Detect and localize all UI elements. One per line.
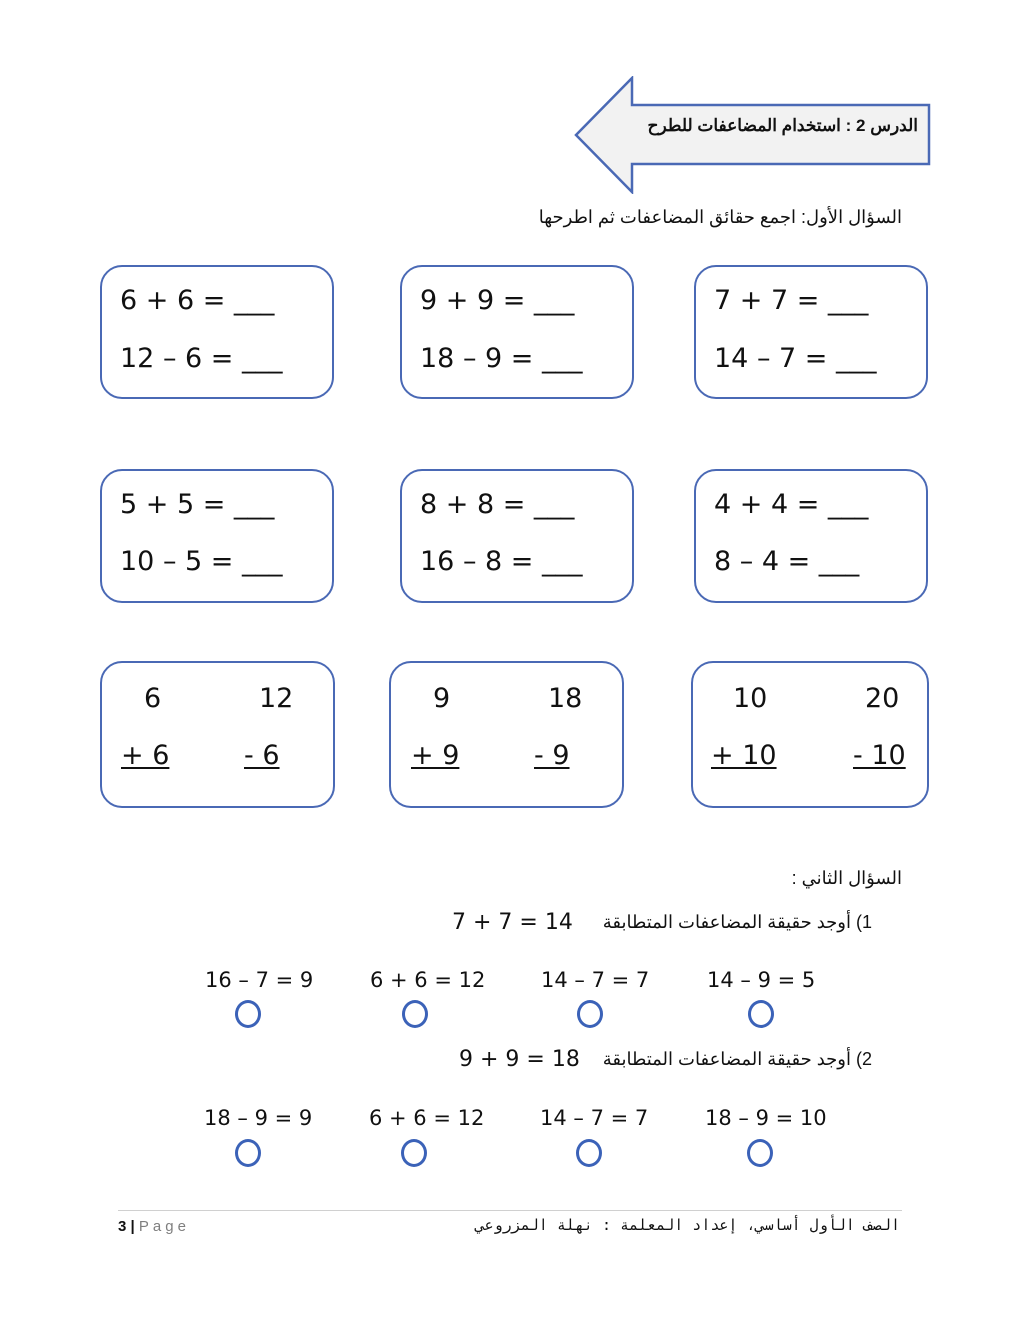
addend: 10 (733, 683, 768, 714)
question2-title: السؤال الثاني : (791, 868, 902, 888)
addend-line: + 9 (411, 740, 460, 771)
addition-fact: 4 + 4 = ___ (714, 489, 869, 520)
choice-text: 16 – 7 = 9 (205, 968, 314, 992)
subtraction-fact: 8 – 4 = ___ (714, 546, 860, 577)
answer-circle[interactable] (235, 1139, 261, 1167)
addition-fact: 5 + 5 = ___ (120, 489, 275, 520)
question1-title: السؤال الأول: اجمع حقائق المضاعفات ثم اطرحها (538, 207, 902, 227)
page-separator: | (130, 1218, 135, 1235)
addend: 9 (433, 683, 451, 714)
vertical-fact-box (389, 661, 624, 808)
subtrahend-line: - 9 (534, 740, 570, 771)
subtraction-fact: 12 – 6 = ___ (120, 343, 283, 374)
fact-box (100, 469, 334, 603)
subtraction-fact: 16 – 8 = ___ (420, 546, 583, 577)
fact-box (694, 469, 928, 603)
fact-box (400, 265, 634, 399)
page-number-footer (118, 1218, 190, 1235)
choice-text: 14 – 9 = 5 (707, 968, 816, 992)
addend-line: + 10 (711, 740, 777, 771)
target-fact: 9 + 9 = 18 (459, 1047, 580, 1072)
vertical-fact-box (691, 661, 929, 808)
subtraction-fact: 14 – 7 = ___ (714, 343, 877, 374)
answer-circle[interactable] (577, 1000, 603, 1028)
target-fact: 7 + 7 = 14 (452, 910, 573, 935)
page-word: Page (138, 1218, 190, 1235)
addend-line: + 6 (121, 740, 170, 771)
addition-fact: 7 + 7 = ___ (714, 285, 869, 316)
answer-circle[interactable] (235, 1000, 261, 1028)
choice-text: 18 – 9 = 10 (705, 1106, 827, 1130)
subtrahend-line: - 10 (853, 740, 906, 771)
page-number: 3 (118, 1218, 127, 1235)
answer-circle[interactable] (576, 1139, 602, 1167)
subtraction-fact: 10 – 5 = ___ (120, 546, 283, 577)
answer-circle[interactable] (402, 1000, 428, 1028)
item-prompt: 2) أوجد حقيقة المضاعفات المتطابقة (602, 1049, 872, 1069)
choice-text: 14 – 7 = 7 (541, 968, 650, 992)
minuend: 20 (865, 683, 900, 714)
addend: 6 (144, 683, 162, 714)
answer-circle[interactable] (747, 1139, 773, 1167)
minuend: 12 (259, 683, 294, 714)
subtrahend-line: - 6 (244, 740, 280, 771)
footer-divider (118, 1210, 902, 1211)
choice-text: 6 + 6 = 12 (370, 968, 486, 992)
minuend: 18 (548, 683, 583, 714)
fact-box (694, 265, 928, 399)
addition-fact: 6 + 6 = ___ (120, 285, 275, 316)
footer-credit: الصف الأول أساسي، إعداد المعلمة : نهلة المزروعي (475, 1216, 900, 1234)
choice-text: 6 + 6 = 12 (369, 1106, 485, 1130)
vertical-fact-box (100, 661, 335, 808)
addition-fact: 9 + 9 = ___ (420, 285, 575, 316)
item-prompt: 1) أوجد حقيقة المضاعفات المتطابقة (602, 912, 872, 932)
answer-circle[interactable] (401, 1139, 427, 1167)
answer-circle[interactable] (748, 1000, 774, 1028)
choice-text: 18 – 9 = 9 (204, 1106, 313, 1130)
addition-fact: 8 + 8 = ___ (420, 489, 575, 520)
subtraction-fact: 18 – 9 = ___ (420, 343, 583, 374)
choice-text: 14 – 7 = 7 (540, 1106, 649, 1130)
fact-box (400, 469, 634, 603)
fact-box (100, 265, 334, 399)
lesson-title: الدرس 2 : استخدام المضاعفات للطرح (647, 116, 918, 135)
